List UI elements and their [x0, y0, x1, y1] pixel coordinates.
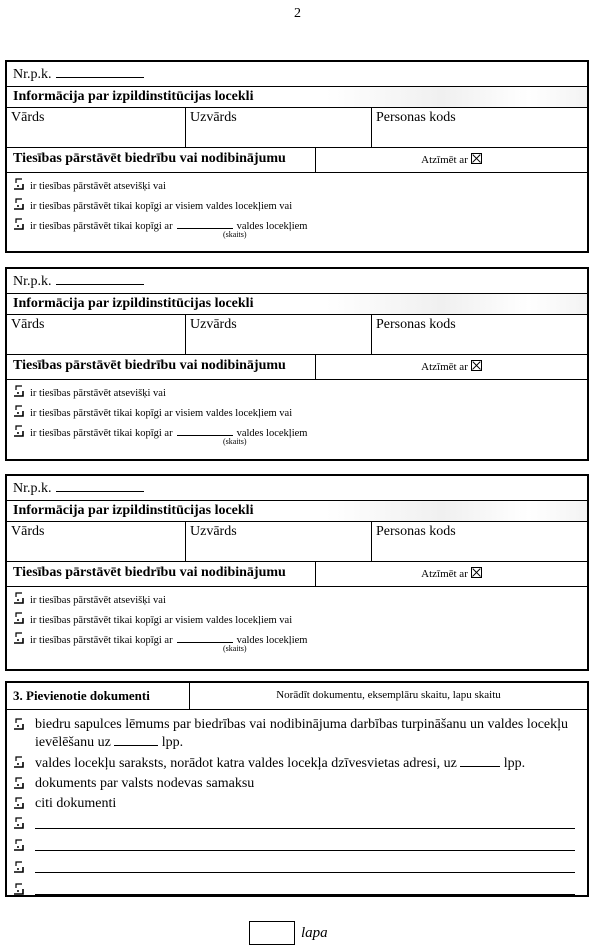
member-fields [7, 108, 587, 148]
count-caption: (skaits) [223, 644, 247, 653]
count-caption: (skaits) [223, 230, 247, 239]
option-jointly-count [13, 631, 587, 651]
member-block-3 [5, 474, 589, 671]
sheet-count-field[interactable] [249, 921, 295, 945]
count-field[interactable] [177, 426, 233, 436]
surname-label: Uzvārds [190, 317, 237, 332]
option-label: ir tiesības pārstāvēt atsevišķi vai [30, 595, 166, 606]
option-jointly-all [13, 404, 587, 424]
document-label: citi dokumenti [35, 796, 117, 811]
blank-line[interactable] [35, 850, 575, 851]
pages-label: lpp. [503, 756, 526, 771]
x-mark-icon [471, 567, 482, 578]
nr-field[interactable] [56, 273, 144, 285]
document-item-board-list [13, 754, 587, 772]
rights-heading: Tiesības pārstāvēt biedrību vai nodibinājumu [7, 562, 316, 586]
member-block-2 [5, 267, 589, 461]
option-label-end: valdes locekļiem [236, 635, 308, 646]
mark-label: Atzīmēt ar [421, 568, 468, 580]
checkbox-icon[interactable] [13, 777, 24, 789]
rights-heading: Tiesības pārstāvēt biedrību vai nodibinājumu [7, 148, 316, 172]
document-label: valdes locekļu saraksts, norādot katra valdes locekļa dzīvesvietas adresi, uz [35, 756, 457, 771]
checkbox-icon[interactable] [13, 198, 24, 210]
documents-heading-row [7, 683, 587, 710]
checkbox-icon[interactable] [13, 385, 24, 397]
name-label: Vārds [11, 317, 45, 332]
documents-heading: 3. Pievienotie dokumenti [7, 683, 190, 709]
checkbox-icon[interactable] [13, 612, 24, 624]
rights-heading-row [7, 148, 587, 173]
option-label: ir tiesības pārstāvēt tikai kopīgi ar visiem valdes locekļiem vai [30, 408, 293, 419]
checkbox-icon[interactable] [13, 178, 24, 190]
checkbox-icon[interactable] [13, 817, 24, 829]
option-jointly-all [13, 197, 587, 217]
nr-field[interactable] [56, 66, 144, 78]
option-separately [13, 384, 587, 404]
mark-label: Atzīmēt ar [421, 154, 468, 166]
name-field[interactable] [7, 108, 186, 147]
option-jointly-count [13, 424, 587, 444]
checkbox-icon[interactable] [13, 592, 24, 604]
mark-instruction [316, 148, 587, 172]
mark-instruction [316, 562, 587, 586]
personal-code-label: Personas kods [376, 110, 456, 125]
checkbox-icon[interactable] [13, 797, 24, 809]
page-number: 2 [294, 6, 301, 21]
document-label: biedru sapulces lēmums par biedrības vai nodibinājuma darbības turpināšanu un valdes locekļu ievēlēšanu uz [35, 717, 569, 750]
surname-field[interactable] [186, 108, 372, 147]
x-mark-icon [471, 153, 482, 164]
rights-heading-row [7, 355, 587, 380]
personal-code-field[interactable] [372, 108, 587, 147]
other-document-line [13, 881, 587, 903]
option-label-end: valdes locekļiem [236, 428, 308, 439]
option-label-end: valdes locekļiem [236, 221, 308, 232]
rights-options [7, 173, 587, 237]
rights-options [7, 587, 587, 651]
nr-row [7, 476, 587, 501]
surname-label: Uzvārds [190, 524, 237, 539]
checkbox-icon[interactable] [13, 425, 24, 437]
option-label: ir tiesības pārstāvēt tikai kopīgi ar visiem valdes locekļiem vai [30, 615, 293, 626]
surname-field[interactable] [186, 315, 372, 354]
document-item-minutes [13, 716, 587, 751]
page-count-field[interactable] [114, 733, 158, 746]
page-footer [249, 921, 328, 945]
option-separately [13, 177, 587, 197]
option-label: ir tiesības pārstāvēt tikai kopīgi ar [30, 221, 173, 232]
document-item-fee [13, 775, 587, 792]
rights-heading-row [7, 562, 587, 587]
other-document-line [13, 815, 587, 837]
documents-note: Norādīt dokumentu, eksemplāru skaitu, lapu skaitu [276, 689, 501, 701]
nr-row [7, 62, 587, 87]
member-fields [7, 522, 587, 562]
other-document-line [13, 859, 587, 881]
count-field[interactable] [177, 633, 233, 643]
checkbox-icon[interactable] [13, 883, 24, 895]
personal-code-label: Personas kods [376, 524, 456, 539]
name-label: Vārds [11, 524, 45, 539]
member-fields [7, 315, 587, 355]
mark-instruction [316, 355, 587, 379]
option-label: ir tiesības pārstāvēt atsevišķi vai [30, 181, 166, 192]
option-separately [13, 591, 587, 611]
attached-documents-section [5, 681, 589, 897]
blank-line[interactable] [35, 828, 575, 829]
surname-field[interactable] [186, 522, 372, 561]
checkbox-icon[interactable] [13, 839, 24, 851]
personal-code-label: Personas kods [376, 317, 456, 332]
info-heading: Informācija par izpildinstitūcijas locekli [7, 87, 587, 108]
x-mark-icon [471, 360, 482, 371]
mark-label: Atzīmēt ar [421, 361, 468, 373]
checkbox-icon[interactable] [13, 632, 24, 644]
rights-heading: Tiesības pārstāvēt biedrību vai nodibinājumu [7, 355, 316, 379]
nr-label: Nr.p.k. [13, 67, 52, 82]
name-label: Vārds [11, 110, 45, 125]
info-heading: Informācija par izpildinstitūcijas locekli [7, 294, 587, 315]
document-label: dokuments par valsts nodevas samaksu [35, 776, 255, 791]
checkbox-icon[interactable] [13, 405, 24, 417]
name-field[interactable] [7, 315, 186, 354]
option-jointly-count [13, 217, 587, 237]
nr-field[interactable] [56, 480, 144, 492]
personal-code-field[interactable] [372, 315, 587, 354]
count-caption: (skaits) [223, 437, 247, 446]
document-item-other [13, 795, 587, 812]
option-label: ir tiesības pārstāvēt atsevišķi vai [30, 388, 166, 399]
member-block-1 [5, 60, 589, 253]
blank-line[interactable] [35, 894, 575, 895]
blank-line[interactable] [35, 872, 575, 873]
pages-label: lpp. [161, 735, 184, 750]
personal-code-field[interactable] [372, 522, 587, 561]
checkbox-icon[interactable] [13, 756, 24, 768]
nr-label: Nr.p.k. [13, 481, 52, 496]
surname-label: Uzvārds [190, 110, 237, 125]
option-label: ir tiesības pārstāvēt tikai kopīgi ar visiem valdes locekļiem vai [30, 201, 293, 212]
count-field[interactable] [177, 219, 233, 229]
option-label: ir tiesības pārstāvēt tikai kopīgi ar [30, 635, 173, 646]
info-heading: Informācija par izpildinstitūcijas locekli [7, 501, 587, 522]
nr-row [7, 269, 587, 294]
documents-list [7, 710, 587, 903]
rights-options [7, 380, 587, 444]
checkbox-icon[interactable] [13, 218, 24, 230]
option-jointly-all [13, 611, 587, 631]
nr-label: Nr.p.k. [13, 274, 52, 289]
name-field[interactable] [7, 522, 186, 561]
page-count-field[interactable] [460, 754, 500, 767]
checkbox-icon[interactable] [13, 861, 24, 873]
other-document-line [13, 837, 587, 859]
checkbox-icon[interactable] [13, 718, 24, 730]
sheet-label: lapa [301, 924, 328, 941]
option-label: ir tiesības pārstāvēt tikai kopīgi ar [30, 428, 173, 439]
